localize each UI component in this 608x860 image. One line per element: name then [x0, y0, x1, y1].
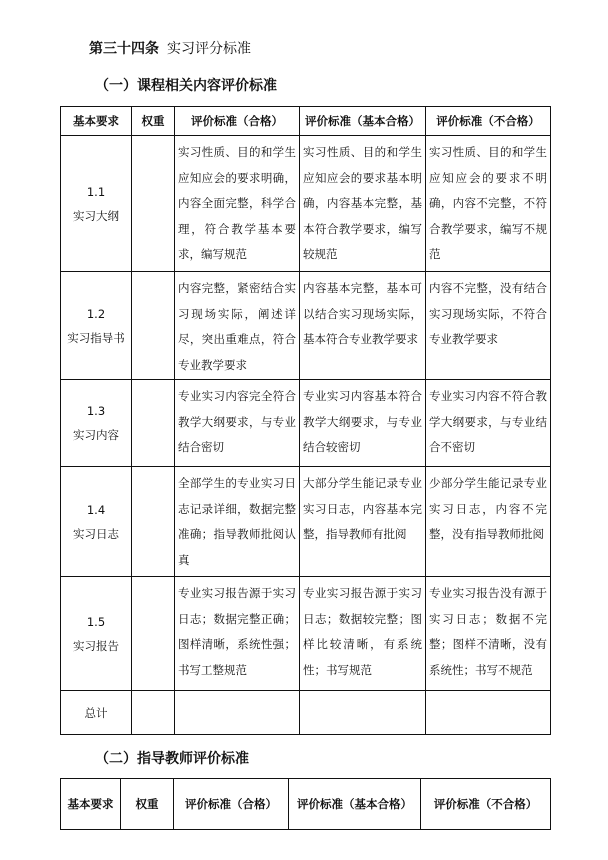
- item-cell: [61, 272, 132, 380]
- criteria-pass-text: 实习性质、目的和学生应知应会的要求明确，内容全面完整，科学合理，符合教学基本要求，编写规范: [178, 145, 296, 261]
- header-basic-requirement: 基本要求: [61, 107, 132, 136]
- criteria-fail-text: 少部分学生能记录专业实习日志，内容不完整，没有指导教师批阅: [429, 476, 547, 541]
- item-code: 1.2: [86, 306, 106, 321]
- criteria-pass-text: 专业实习报告源于实习日志；数据完整正确；图样清晰，系统性强；书写工整规范: [178, 586, 296, 677]
- weight-cell: [132, 272, 175, 380]
- item-name: 实习内容: [73, 428, 119, 442]
- item-code: 1.3: [86, 404, 106, 418]
- criteria-pass: [175, 136, 300, 272]
- criteria-pass-text: 内容完整，紧密结合实习现场实际，阐述详尽，突出重难点，符合专业教学要求: [178, 281, 296, 372]
- criteria-basic-text: 内容基本完整，基本可以结合实习现场实际，基本符合专业教学要求: [303, 281, 422, 346]
- item-name: 实习报告: [73, 638, 119, 653]
- criteria-basic-text: 大部分学生能记录专业实习日志，内容基本完整，指导教师有批阅: [303, 476, 422, 541]
- course-evaluation-table: [60, 106, 551, 735]
- item-cell: [61, 136, 132, 272]
- header-weight: 权重: [121, 779, 174, 830]
- header-pass: 评价标准（合格）: [175, 107, 300, 136]
- header-weight: 权重: [132, 107, 175, 136]
- table-row: [61, 272, 551, 380]
- criteria-pass: [175, 272, 300, 380]
- item-name: 实习指导书: [67, 330, 125, 345]
- criteria-fail-text: 专业实习报告没有源于实习日志；数据不完整；图样不清晰，没有系统性；书写不规范: [429, 586, 547, 677]
- criteria-basic: [300, 577, 426, 691]
- item-cell: [61, 380, 132, 467]
- total-weight-cell: [132, 691, 175, 735]
- criteria-basic-text: 专业实习内容基本符合教学大纲要求，与专业结合较密切: [303, 389, 422, 454]
- teacher-evaluation-table: [60, 778, 551, 830]
- section1-title: （一）课程相关内容评价标准: [95, 78, 277, 94]
- criteria-basic: [300, 136, 426, 272]
- header-fail: 评价标准（不合格）: [421, 779, 551, 830]
- item-code: 1.4: [86, 502, 106, 517]
- total-fail-cell: [426, 691, 551, 735]
- criteria-pass: [175, 380, 300, 467]
- criteria-pass: [175, 467, 300, 577]
- criteria-fail: [426, 577, 551, 691]
- table-header-row: [61, 779, 551, 830]
- table-row: [61, 467, 551, 577]
- header-pass: 评价标准（合格）: [174, 779, 289, 830]
- criteria-pass: [175, 577, 300, 691]
- header-basic-requirement: 基本要求: [61, 779, 121, 830]
- total-pass-cell: [175, 691, 300, 735]
- criteria-basic-text: 专业实习报告源于实习日志；数据较完整；图样比较清晰，有系统性；书写规范: [303, 586, 422, 677]
- table-header-row: [61, 107, 551, 136]
- item-cell: [61, 577, 132, 691]
- total-row: [61, 691, 551, 735]
- criteria-fail-text: 专业实习内容不符合教学大纲要求，与专业结合不密切: [429, 389, 547, 454]
- weight-cell: [132, 467, 175, 577]
- criteria-basic: [300, 272, 426, 380]
- weight-cell: [132, 577, 175, 691]
- weight-cell: [132, 380, 175, 467]
- item-cell: [61, 467, 132, 577]
- criteria-fail: [426, 380, 551, 467]
- item-code: 1.5: [86, 614, 106, 629]
- criteria-basic: [300, 380, 426, 467]
- article-number: 第三十四条: [89, 41, 159, 57]
- criteria-pass-text: 全部学生的专业实习日志记录详细，数据完整准确；指导教师批阅认真: [178, 476, 296, 567]
- total-basic-cell: [300, 691, 426, 735]
- header-basic-pass: 评价标准（基本合格）: [289, 779, 421, 830]
- header-fail: 评价标准（不合格）: [426, 107, 551, 136]
- section2-title: （二）指导教师评价标准: [95, 751, 249, 767]
- table-row: [61, 380, 551, 467]
- criteria-fail: [426, 136, 551, 272]
- criteria-fail-text: 实习性质、目的和学生应知应会的要求不明确，内容不完整，不符合教学要求，编写不规范: [429, 145, 547, 261]
- criteria-fail-text: 内容不完整，没有结合实习现场实际，不符合专业教学要求: [429, 281, 547, 346]
- total-label: 总计: [61, 691, 132, 735]
- item-code: 1.1: [86, 184, 106, 199]
- criteria-basic: [300, 467, 426, 577]
- criteria-fail: [426, 272, 551, 380]
- table-row: [61, 136, 551, 272]
- item-name: 实习大纲: [73, 208, 119, 223]
- table-row: [61, 577, 551, 691]
- criteria-pass-text: 专业实习内容完全符合教学大纲要求，与专业结合密切: [178, 389, 296, 454]
- criteria-fail: [426, 467, 551, 577]
- weight-cell: [132, 136, 175, 272]
- criteria-basic-text: 实习性质、目的和学生应知应会的要求基本明确，内容基本完整，基本符合教学要求，编写较规范: [303, 145, 422, 261]
- item-name: 实习日志: [73, 526, 119, 541]
- article-heading: [89, 38, 251, 58]
- header-basic-pass: 评价标准（基本合格）: [300, 107, 426, 136]
- article-name: 实习评分标准: [167, 41, 251, 57]
